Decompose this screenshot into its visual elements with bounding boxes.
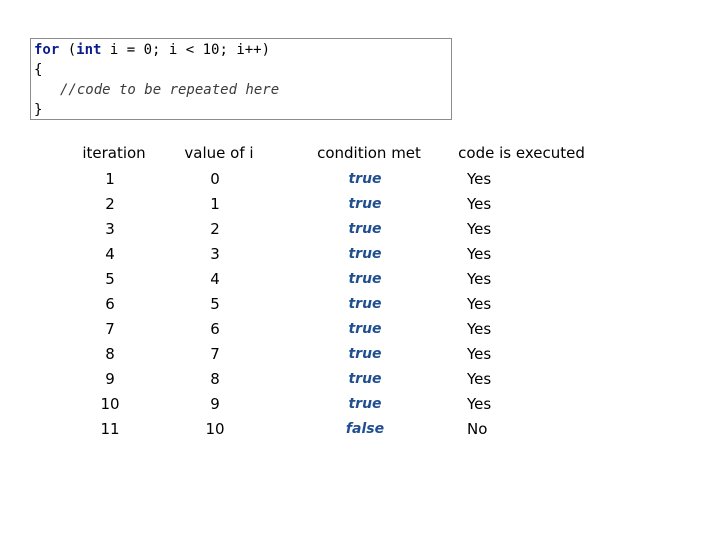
cell-code-executed: Yes — [467, 245, 492, 263]
cell-iteration: 9 — [105, 370, 115, 388]
cell-value-of-i: 10 — [205, 420, 225, 438]
header-code-executed: code is executed — [458, 144, 585, 162]
cell-code-executed: Yes — [467, 270, 492, 288]
code-open-brace: { — [34, 62, 43, 78]
code-close-brace: } — [34, 102, 43, 118]
cell-code-executed: Yes — [467, 170, 492, 188]
cell-condition-met: true — [348, 196, 382, 212]
table-row — [60, 167, 620, 192]
table-header-row — [60, 140, 620, 167]
cell-value-of-i: 6 — [210, 320, 220, 338]
cell-code-executed: Yes — [467, 370, 492, 388]
cell-iteration: 2 — [105, 195, 115, 213]
table-row — [60, 367, 620, 392]
table-row — [60, 417, 620, 442]
cell-condition-met: true — [348, 221, 382, 237]
table-row — [60, 192, 620, 217]
code-loop-header: i = 0; i < 10; i++) — [101, 42, 271, 58]
cell-condition-met: true — [348, 346, 382, 362]
table-row — [60, 292, 620, 317]
cell-condition-met: true — [348, 271, 382, 287]
header-condition-met: condition met — [317, 144, 421, 162]
cell-value-of-i: 2 — [210, 220, 220, 238]
table-row — [60, 242, 620, 267]
cell-iteration: 5 — [105, 270, 115, 288]
cell-value-of-i: 8 — [210, 370, 220, 388]
cell-value-of-i: 1 — [210, 195, 220, 213]
cell-value-of-i: 7 — [210, 345, 220, 363]
cell-code-executed: Yes — [467, 395, 492, 413]
header-value-of-i: value of i — [184, 144, 254, 162]
cell-iteration: 4 — [105, 245, 115, 263]
cell-condition-met: true — [348, 321, 382, 337]
cell-condition-met: true — [348, 396, 382, 412]
table-row — [60, 217, 620, 242]
table-body — [60, 167, 620, 442]
cell-iteration: 8 — [105, 345, 115, 363]
keyword-int: int — [76, 42, 102, 58]
cell-code-executed: Yes — [467, 220, 492, 238]
code-paren: ( — [59, 42, 77, 58]
code-comment-line — [34, 80, 451, 100]
table-row — [60, 392, 620, 417]
cell-iteration: 6 — [105, 295, 115, 313]
keyword-for: for — [34, 42, 60, 58]
code-comment: //code to be repeated here — [60, 82, 280, 98]
cell-code-executed: Yes — [467, 195, 492, 213]
cell-value-of-i: 4 — [210, 270, 220, 288]
cell-code-executed: Yes — [467, 320, 492, 338]
cell-condition-met: true — [348, 246, 382, 262]
cell-condition-met: false — [345, 421, 385, 437]
cell-iteration: 3 — [105, 220, 115, 238]
code-snippet-box — [30, 38, 452, 120]
cell-value-of-i: 0 — [210, 170, 220, 188]
cell-condition-met: true — [348, 371, 382, 387]
table-row — [60, 342, 620, 367]
cell-value-of-i: 9 — [210, 395, 220, 413]
cell-iteration: 7 — [105, 320, 115, 338]
cell-condition-met: true — [348, 171, 382, 187]
cell-value-of-i: 3 — [210, 245, 220, 263]
code-line-for — [34, 40, 451, 60]
cell-code-executed: Yes — [467, 345, 492, 363]
cell-iteration: 10 — [100, 395, 120, 413]
cell-code-executed: Yes — [467, 295, 492, 313]
cell-iteration: 11 — [100, 420, 120, 438]
cell-iteration: 1 — [105, 170, 115, 188]
cell-condition-met: true — [348, 296, 382, 312]
header-iteration: iteration — [82, 144, 146, 162]
cell-value-of-i: 5 — [210, 295, 220, 313]
table-row — [60, 317, 620, 342]
table-row — [60, 267, 620, 292]
iteration-table — [60, 140, 620, 442]
cell-code-executed: No — [467, 420, 488, 438]
